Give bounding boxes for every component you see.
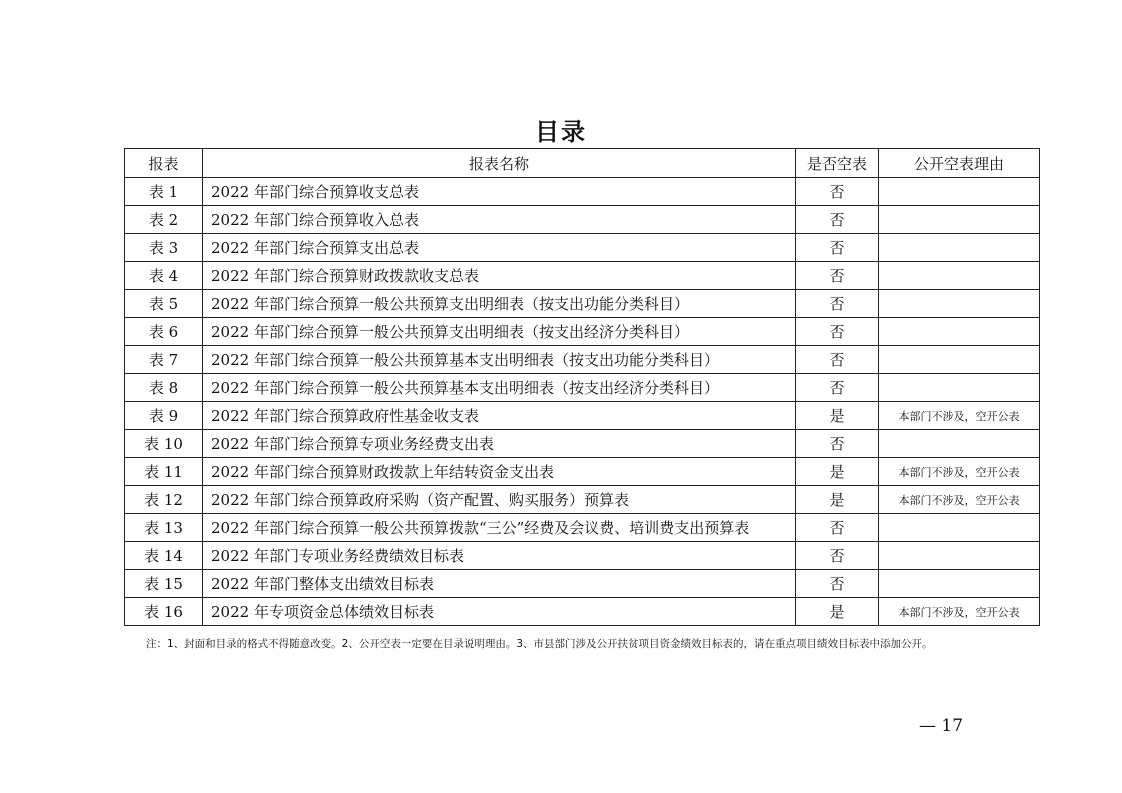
report-id-cell: 表 14 <box>125 542 203 570</box>
is-empty-cell: 否 <box>796 570 879 598</box>
is-empty-cell: 是 <box>796 486 879 514</box>
table-header-row <box>125 149 1040 178</box>
report-id-cell: 表 13 <box>125 514 203 542</box>
table-row <box>125 402 1040 430</box>
is-empty-cell: 是 <box>796 598 879 626</box>
report-id-cell: 表 1 <box>125 178 203 206</box>
report-name-cell: 2022 年部门综合预算一般公共预算支出明细表（按支出功能分类科目） <box>203 290 796 318</box>
is-empty-cell: 否 <box>796 206 879 234</box>
report-name-cell: 2022 年部门综合预算财政拨款收支总表 <box>203 262 796 290</box>
table-row <box>125 346 1040 374</box>
report-id-cell: 表 15 <box>125 570 203 598</box>
page-number: — 17 <box>919 716 964 736</box>
table-row <box>125 318 1040 346</box>
empty-reason-cell: 本部门不涉及，空开公表 <box>879 486 1040 514</box>
is-empty-cell: 否 <box>796 514 879 542</box>
table-row <box>125 486 1040 514</box>
empty-reason-cell <box>879 206 1040 234</box>
report-id-cell: 表 11 <box>125 458 203 486</box>
is-empty-cell: 是 <box>796 402 879 430</box>
table-row <box>125 570 1040 598</box>
is-empty-cell: 否 <box>796 542 879 570</box>
empty-reason-cell <box>879 430 1040 458</box>
report-id-cell: 表 2 <box>125 206 203 234</box>
report-name-cell: 2022 年部门综合预算一般公共预算基本支出明细表（按支出功能分类科目） <box>203 346 796 374</box>
page-title: 目录 <box>535 118 587 146</box>
report-name-cell: 2022 年部门综合预算一般公共预算基本支出明细表（按支出经济分类科目） <box>203 374 796 402</box>
report-name-cell: 2022 年专项资金总体绩效目标表 <box>203 598 796 626</box>
empty-reason-cell <box>879 514 1040 542</box>
footnote: 注：1、封面和目录的格式不得随意改变。2、公开空表一定要在目录说明理由。3、市县部门涉及公开扶贫项目资金绩效目标表的，请在重点项目绩效目标表中添加公开。 <box>146 638 933 650</box>
report-name-cell: 2022 年部门综合预算支出总表 <box>203 234 796 262</box>
report-name-cell: 2022 年部门综合预算专项业务经费支出表 <box>203 430 796 458</box>
report-name-cell: 2022 年部门综合预算财政拨款上年结转资金支出表 <box>203 458 796 486</box>
table-row <box>125 206 1040 234</box>
empty-reason-cell: 本部门不涉及，空开公表 <box>879 598 1040 626</box>
table-row <box>125 374 1040 402</box>
table-row <box>125 262 1040 290</box>
report-name-cell: 2022 年部门综合预算政府采购（资产配置、购买服务）预算表 <box>203 486 796 514</box>
empty-reason-cell <box>879 178 1040 206</box>
report-name-cell: 2022 年部门综合预算收入总表 <box>203 206 796 234</box>
header-is-empty: 是否空表 <box>796 149 879 178</box>
empty-reason-cell: 本部门不涉及，空开公表 <box>879 458 1040 486</box>
table-row <box>125 178 1040 206</box>
is-empty-cell: 否 <box>796 234 879 262</box>
report-name-cell: 2022 年部门综合预算政府性基金收支表 <box>203 402 796 430</box>
catalog-table <box>124 148 1040 626</box>
report-name-cell: 2022 年部门综合预算一般公共预算拨款“三公”经费及会议费、培训费支出预算表 <box>203 514 796 542</box>
is-empty-cell: 否 <box>796 262 879 290</box>
is-empty-cell: 否 <box>796 346 879 374</box>
table-row <box>125 290 1040 318</box>
report-id-cell: 表 4 <box>125 262 203 290</box>
report-id-cell: 表 8 <box>125 374 203 402</box>
is-empty-cell: 否 <box>796 430 879 458</box>
table-row <box>125 430 1040 458</box>
report-name-cell: 2022 年部门综合预算一般公共预算支出明细表（按支出经济分类科目） <box>203 318 796 346</box>
empty-reason-cell <box>879 234 1040 262</box>
empty-reason-cell <box>879 290 1040 318</box>
table-row <box>125 234 1040 262</box>
is-empty-cell: 否 <box>796 318 879 346</box>
report-id-cell: 表 16 <box>125 598 203 626</box>
empty-reason-cell <box>879 374 1040 402</box>
report-name-cell: 2022 年部门专项业务经费绩效目标表 <box>203 542 796 570</box>
empty-reason-cell <box>879 346 1040 374</box>
is-empty-cell: 否 <box>796 374 879 402</box>
report-id-cell: 表 10 <box>125 430 203 458</box>
empty-reason-cell: 本部门不涉及，空开公表 <box>879 402 1040 430</box>
report-id-cell: 表 9 <box>125 402 203 430</box>
empty-reason-cell <box>879 570 1040 598</box>
table-row <box>125 542 1040 570</box>
header-empty-reason: 公开空表理由 <box>879 149 1040 178</box>
report-name-cell: 2022 年部门整体支出绩效目标表 <box>203 570 796 598</box>
report-id-cell: 表 5 <box>125 290 203 318</box>
is-empty-cell: 否 <box>796 290 879 318</box>
report-id-cell: 表 6 <box>125 318 203 346</box>
report-name-cell: 2022 年部门综合预算收支总表 <box>203 178 796 206</box>
is-empty-cell: 是 <box>796 458 879 486</box>
empty-reason-cell <box>879 542 1040 570</box>
table-row <box>125 598 1040 626</box>
report-id-cell: 表 7 <box>125 346 203 374</box>
report-id-cell: 表 12 <box>125 486 203 514</box>
header-report-id: 报表 <box>125 149 203 178</box>
report-id-cell: 表 3 <box>125 234 203 262</box>
table-body <box>125 178 1040 626</box>
is-empty-cell: 否 <box>796 178 879 206</box>
empty-reason-cell <box>879 318 1040 346</box>
table-row <box>125 458 1040 486</box>
header-report-name: 报表名称 <box>203 149 796 178</box>
table-row <box>125 514 1040 542</box>
empty-reason-cell <box>879 262 1040 290</box>
